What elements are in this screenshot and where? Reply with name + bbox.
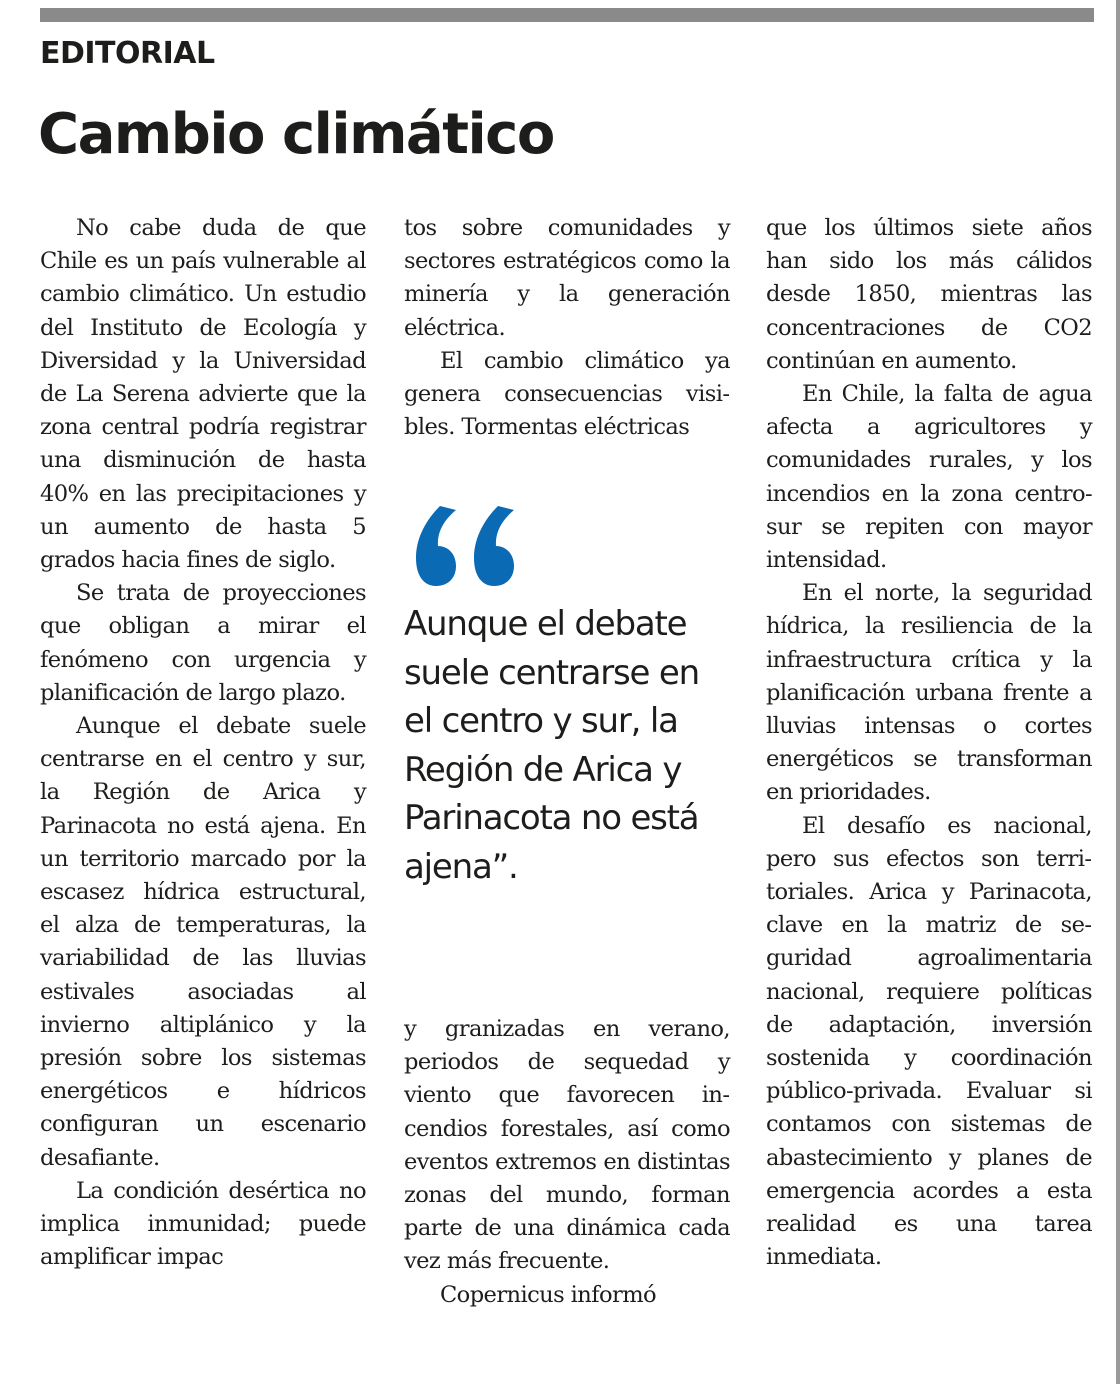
- paragraph: Aunque el debate suele centrarse en el centro y sur, la Región de Arica y Parinacota no está ajena. En un territorio marcado por la escasez hídrica estructural, el alza de temperaturas, la variabilidad de las lluvias estivales asociadas al invierno altiplánico y la presión sobre los sistemas energéticos e hídricos configuran un escenario desafiante.: [40, 713, 366, 1171]
- opening-quote-icon: [410, 498, 530, 594]
- article-column-3: [766, 212, 1092, 1275]
- paragraph: Se trata de proyecciones que obligan a mirar el fenómeno con urgencia y planificación de largo plazo.: [40, 580, 366, 706]
- paragraph: tos sobre comunidades y sectores estratégicos como la minería y la generación eléctrica.: [404, 215, 730, 341]
- paragraph: La condición desértica no implica inmunidad; puede amplificar impac: [40, 1177, 366, 1271]
- section-label: EDITORIAL: [40, 36, 215, 71]
- paragraph: que los últimos siete años han sido los más cálidos desde 1850, mientras las concentraciones de CO2 continúan en aumento.: [766, 215, 1092, 374]
- page-edge: [1116, 0, 1120, 1384]
- paragraph: El desafío es nacional, pero sus efectos son territoriales. Arica y Parinacota, clave en la matriz de seguridad agroalimentaria nacional, requiere políticas de adaptación, inversión sostenida y coordinación público-privada. Evaluar si contamos con sistemas de abastecimiento y planes de emergencia acordes a esta realidad es una tarea inmediata.: [766, 812, 1092, 1271]
- article-column-1: [40, 212, 366, 1275]
- paragraph: El cambio climático ya genera consecuencias visibles. Tormentas eléctricas: [404, 347, 730, 441]
- headline: Cambio climático: [38, 102, 554, 167]
- paragraph: En el norte, la seguridad hídrica, la resiliencia de la infraestructura crítica y la planificación urbana frente a lluvias intensas o cortes energéticos se transforman en prioridades.: [766, 580, 1092, 806]
- article-column-2-top: [404, 212, 730, 444]
- paragraph: y granizadas en verano, periodos de sequedad y viento que favorecen incendios forestales, así como eventos extremos en distintas zonas del mundo, forman parte de una dinámica cada vez más frecuente.: [404, 1016, 730, 1275]
- article-column-2-bottom: [404, 1013, 730, 1312]
- top-rule: [40, 8, 1094, 22]
- paragraph: Copernicus informó: [440, 1281, 657, 1308]
- paragraph: En Chile, la falta de agua afecta a agricultores y comunidades rurales, y los incendios en la zona centro-sur se repiten con mayor intensidad.: [766, 381, 1092, 574]
- pull-quote: Aunque el debate suele centrarse en el centro y sur, la Región de Arica y Parinacota no está ajena”.: [404, 604, 699, 887]
- paragraph: No cabe duda de que Chile es un país vulnerable al cambio climático. Un estudio del Instituto de Ecología y Diversidad y la Universidad de La Serena advierte que la zona central podría registrar una disminución de hasta 40% en las precipitaciones y un aumento de hasta 5 grados hacia fines de siglo.: [40, 215, 366, 574]
